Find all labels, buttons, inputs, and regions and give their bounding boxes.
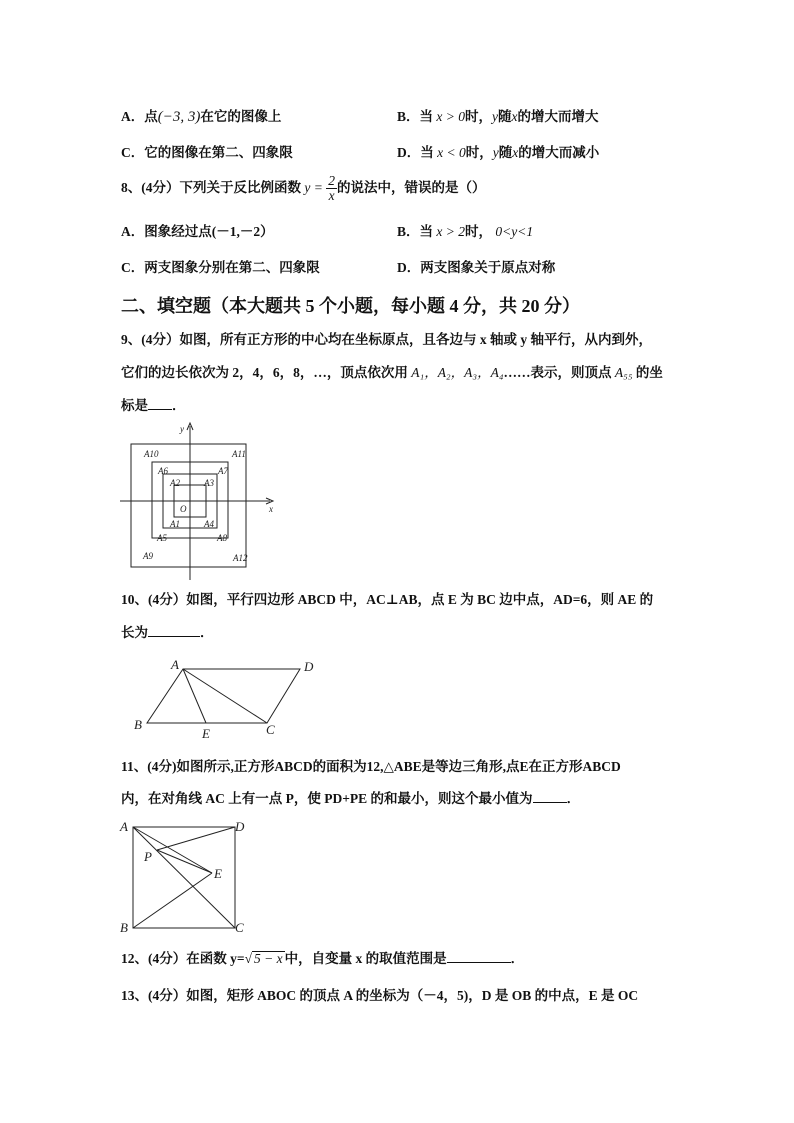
q9-line2: 它们的边长依次为 2，4，6，8，…，顶点依次用 A₁，A₂，A₃，A₄……表示，则顶点 A₅₅ 的坐	[121, 365, 663, 380]
q10-figure	[128, 655, 328, 745]
q10-line2: 长为 ．	[121, 625, 214, 640]
label-C: C	[266, 722, 275, 737]
q7-option-c: C．它的图像在第二、四象限	[121, 145, 293, 160]
segment-AC	[183, 669, 267, 723]
q13-line1: 13、(4分）如图，矩形 ABOC 的顶点 A 的坐标为（－4，5)，D 是 OB 的中点，E 是 OC	[121, 988, 639, 1003]
label-A: A	[120, 819, 128, 834]
label-A3: A3	[204, 478, 214, 488]
label-A4: A4	[204, 519, 214, 529]
segment-PE	[157, 850, 212, 873]
segment-BE	[133, 873, 212, 928]
q11-line2: 内，在对角线 AC 上有一点 P，使 PD+PE 的和最小，则这个最小值为 ．	[121, 791, 581, 806]
label-O: O	[180, 504, 187, 514]
label-x: x	[269, 504, 273, 514]
q10-line1: 10、(4分）如图，平行四边形 ABCD 中，AC⊥AB，点 E 为 BC 边中点，AD=6，则 AE 的	[121, 592, 654, 607]
label-A5: A5	[157, 533, 167, 543]
segment-AE	[183, 669, 206, 723]
q7-option-a: A．点(−3, 3)在它的图像上	[121, 109, 282, 125]
label-D: D	[235, 819, 245, 834]
q8-option-c: C．两支图象分别在第二、四象限	[121, 260, 320, 275]
q9-figure	[118, 420, 280, 582]
q11-figure	[116, 816, 256, 936]
q7-option-d: D．当 x < 0时，y随x的增大而减小	[397, 145, 600, 160]
answer-blank[interactable]	[533, 790, 567, 803]
segment-PD	[157, 827, 235, 850]
label-E: E	[214, 866, 222, 881]
section-title: 二、填空题（本大题共 5 个小题，每小题 4 分，共 20 分）	[121, 296, 580, 316]
label-A6: A6	[158, 466, 168, 476]
q8-option-b: B．当 x > 2时， 0<y<1	[397, 224, 534, 239]
label-A8: A8	[217, 533, 227, 543]
label-A10: A10	[144, 449, 159, 459]
label-B: B	[120, 920, 128, 935]
q9-line3: 标是 ．	[121, 398, 186, 413]
q8-option-d: D．两支图象关于原点对称	[397, 260, 556, 275]
q8-fraction: $\frac{2}{x}$	[328, 173, 335, 204]
label-P: P	[144, 849, 152, 864]
label-A1: A1	[170, 519, 180, 529]
label-A: A	[171, 657, 179, 672]
label-E: E	[202, 726, 210, 741]
answer-blank[interactable]	[148, 624, 200, 637]
q9-line1: 9、(4分）如图，所有正方形的中心均在坐标原点，且各边与 x 轴或 y 轴平行，从内到外，	[121, 332, 652, 347]
q8-option-a: A．图象经过点(－1,－2）	[121, 224, 274, 239]
label-y: y	[180, 424, 184, 434]
label-B: B	[134, 717, 142, 732]
parallelogram-ABCD	[147, 669, 300, 723]
q11-line1: 11、(4分)如图所示,正方形ABCD的面积为12,△ABE是等边三角形,点E在正方形ABCD	[121, 759, 621, 774]
label-A2: A2	[170, 478, 180, 488]
q8-stem: 8、(4分）下列关于反比例函数 y = $\frac{2}{x}$ 的说法中，错误的是（）	[121, 173, 486, 204]
label-A11: A11	[232, 449, 246, 459]
label-A12: A12	[233, 553, 248, 563]
answer-blank[interactable]	[447, 950, 511, 963]
label-C: C	[235, 920, 244, 935]
answer-blank[interactable]	[148, 397, 172, 410]
q12-line: 12、(4分）在函数 y=√ 5 − x 中，自变量 x 的取值范围是 ．	[121, 951, 525, 966]
label-A9: A9	[143, 551, 153, 561]
q7-option-b: B．当 x > 0时，y随x的增大而增大	[397, 109, 599, 124]
label-A7: A7	[218, 466, 228, 476]
label-D: D	[304, 659, 314, 674]
